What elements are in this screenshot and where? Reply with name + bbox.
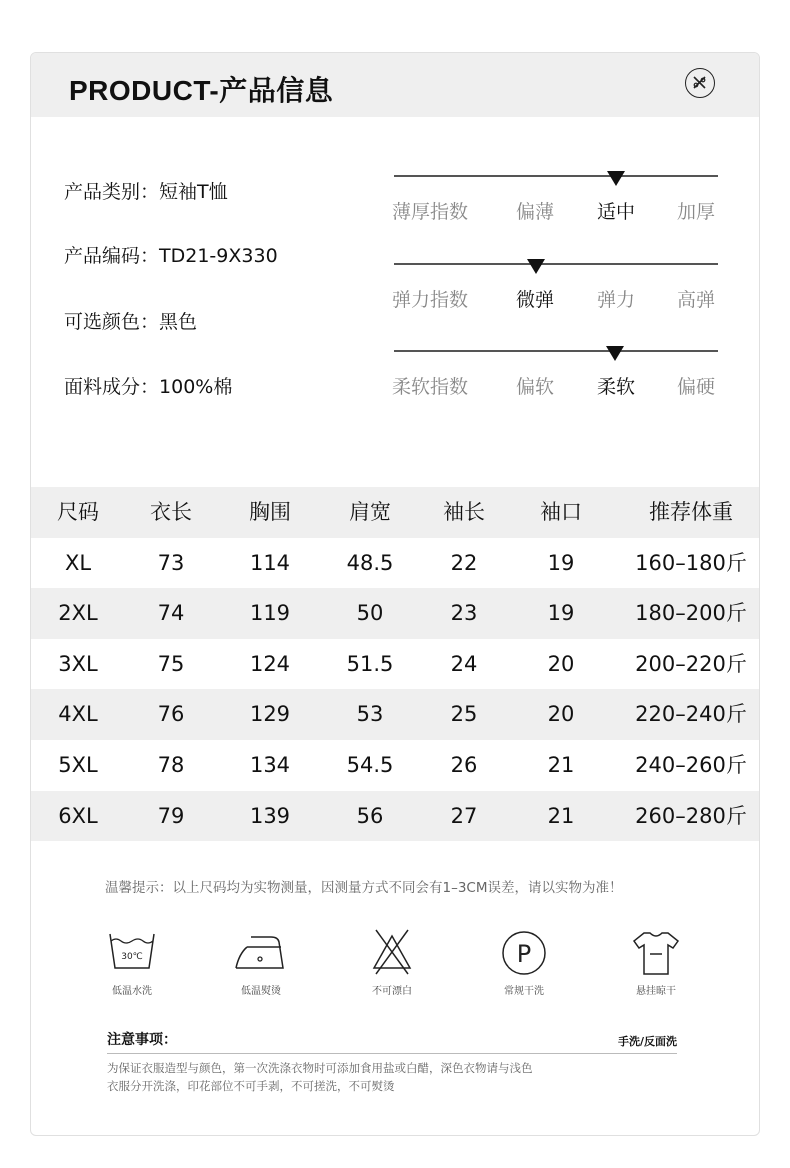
table-cell: 139 (249, 803, 291, 828)
table-header-row (31, 487, 759, 538)
column-header: 袖口 (540, 500, 582, 524)
table-cell: 27 (450, 803, 478, 828)
iron-low-icon (231, 928, 291, 976)
info-value: 黑色 (159, 311, 198, 333)
scale-track (394, 350, 718, 352)
info-category (64, 177, 228, 204)
info-label: 可选颜色： (64, 311, 160, 333)
table-row (31, 740, 759, 791)
scale-option: 加厚 (676, 201, 716, 223)
table-cell: 114 (249, 550, 291, 575)
care-label: 悬挂晾干 (636, 986, 676, 997)
table-cell: 50 (356, 601, 384, 626)
table-cell: 240–260斤 (635, 752, 747, 777)
table-cell: 200–220斤 (635, 651, 747, 676)
info-value: TD21-9X330 (159, 245, 278, 267)
table-cell: 26 (450, 752, 478, 777)
care-no-bleach (347, 928, 437, 997)
column-header: 推荐体重 (649, 500, 733, 524)
table-cell: 79 (157, 803, 185, 828)
scale-option: 高弹 (676, 289, 716, 311)
scale-name: 柔软指数 (392, 376, 469, 398)
table-cell: 129 (249, 702, 291, 727)
table-cell: 75 (157, 651, 185, 676)
hang-dry-icon (626, 928, 686, 976)
dry-clean-letter: P (516, 940, 532, 968)
table-cell: 24 (450, 651, 478, 676)
scale-option-selected: 柔软 (596, 376, 636, 398)
scale-option-selected: 适中 (596, 201, 636, 223)
scale-option: 偏软 (515, 376, 555, 398)
size-table (31, 487, 759, 841)
info-color (64, 307, 197, 334)
measurement-tip: 温馨提示：以上尺码均为实物测量，因测量方式不同会有1–3CM误差，请以实物为准！ (105, 880, 623, 896)
table-cell: 19 (547, 601, 575, 626)
table-cell: 160–180斤 (635, 550, 747, 575)
no-bleach-icon (362, 928, 422, 976)
care-dry-clean (479, 928, 569, 997)
table-cell: 76 (157, 702, 185, 727)
notes-line: 衣服分开洗涤，印花部位不可手剥，不可搓洗，不可熨烫 (107, 1078, 395, 1093)
table-row (31, 791, 759, 842)
scale-option: 偏硬 (676, 376, 716, 398)
table-cell: 180–200斤 (635, 601, 747, 626)
scale-option-selected: 微弹 (515, 289, 555, 311)
elasticity-scale (394, 263, 718, 323)
table-cell: 53 (356, 702, 384, 727)
table-row (31, 588, 759, 639)
table-row (31, 538, 759, 589)
care-label: 常规干洗 (504, 986, 544, 997)
dry-clean-p-icon (494, 928, 554, 976)
wash-30-icon (102, 928, 162, 976)
info-value: 100%棉 (159, 376, 233, 398)
scale-track (394, 263, 718, 265)
table-cell: 19 (547, 550, 575, 575)
table-cell: 3XL (58, 651, 98, 676)
scale-option: 偏薄 (515, 201, 555, 223)
table-cell: 56 (356, 803, 384, 828)
care-iron-low (216, 928, 306, 997)
table-cell: 54.5 (346, 752, 394, 777)
column-header: 袖长 (443, 500, 485, 524)
table-cell: 20 (547, 702, 575, 727)
table-cell: 74 (157, 601, 185, 626)
scale-track (394, 175, 718, 177)
table-cell: 25 (450, 702, 478, 727)
care-wash-30 (87, 928, 177, 997)
table-cell: 48.5 (346, 550, 394, 575)
table-cell: 22 (450, 550, 478, 575)
softness-scale (394, 350, 718, 410)
table-cell: 5XL (58, 752, 98, 777)
table-cell: 134 (249, 752, 291, 777)
table-cell: 21 (547, 752, 575, 777)
scale-marker-icon (606, 346, 624, 361)
info-label: 产品编码： (64, 245, 160, 267)
close-icon (686, 69, 713, 96)
table-row (31, 639, 759, 690)
table-row (31, 689, 759, 740)
table-cell: 20 (547, 651, 575, 676)
table-cell: 21 (547, 803, 575, 828)
column-header: 肩宽 (349, 500, 391, 524)
table-cell: XL (64, 550, 92, 575)
info-code (64, 241, 278, 268)
column-header: 胸围 (249, 500, 291, 524)
scale-option: 弹力 (596, 289, 636, 311)
scale-name: 弹力指数 (392, 289, 469, 311)
table-cell: 51.5 (346, 651, 394, 676)
table-cell: 6XL (58, 803, 98, 828)
table-cell: 2XL (58, 601, 98, 626)
notes-title: 注意事项： (107, 1032, 177, 1048)
product-info-card (30, 52, 760, 1136)
info-label: 产品类别： (64, 181, 160, 203)
table-cell: 119 (249, 601, 291, 626)
info-value: 短袖T恤 (159, 181, 228, 203)
notes-body (107, 1060, 587, 1095)
table-cell: 220–240斤 (635, 702, 747, 727)
table-cell: 4XL (58, 702, 98, 727)
care-label: 不可漂白 (372, 986, 412, 997)
table-cell: 73 (157, 550, 185, 575)
wash-method: 手洗/反面洗 (617, 1035, 677, 1048)
close-button[interactable] (685, 68, 715, 98)
info-label: 面料成分： (64, 376, 160, 398)
header-bar (31, 53, 759, 117)
notes-line: 为保证衣服造型与颜色，第一次洗涤衣物时可添加食用盐或白醋，深色衣物请与浅色 (107, 1061, 533, 1075)
thickness-scale (394, 175, 718, 235)
table-cell: 124 (249, 651, 291, 676)
scale-name: 薄厚指数 (392, 201, 469, 223)
care-hang-dry (611, 928, 701, 997)
table-cell: 78 (157, 752, 185, 777)
notes-divider (107, 1053, 677, 1054)
scale-marker-icon (527, 259, 545, 274)
column-header: 尺码 (57, 500, 99, 524)
scale-marker-icon (607, 171, 625, 186)
care-label: 低温熨烫 (241, 986, 281, 997)
care-label: 低温水洗 (112, 986, 152, 997)
column-header: 衣长 (150, 500, 192, 524)
table-cell: 23 (450, 601, 478, 626)
info-material (64, 372, 232, 399)
wash-temp-label: 30℃ (121, 952, 143, 962)
table-cell: 260–280斤 (635, 803, 747, 828)
page-title: PRODUCT-产品信息 (69, 75, 334, 106)
